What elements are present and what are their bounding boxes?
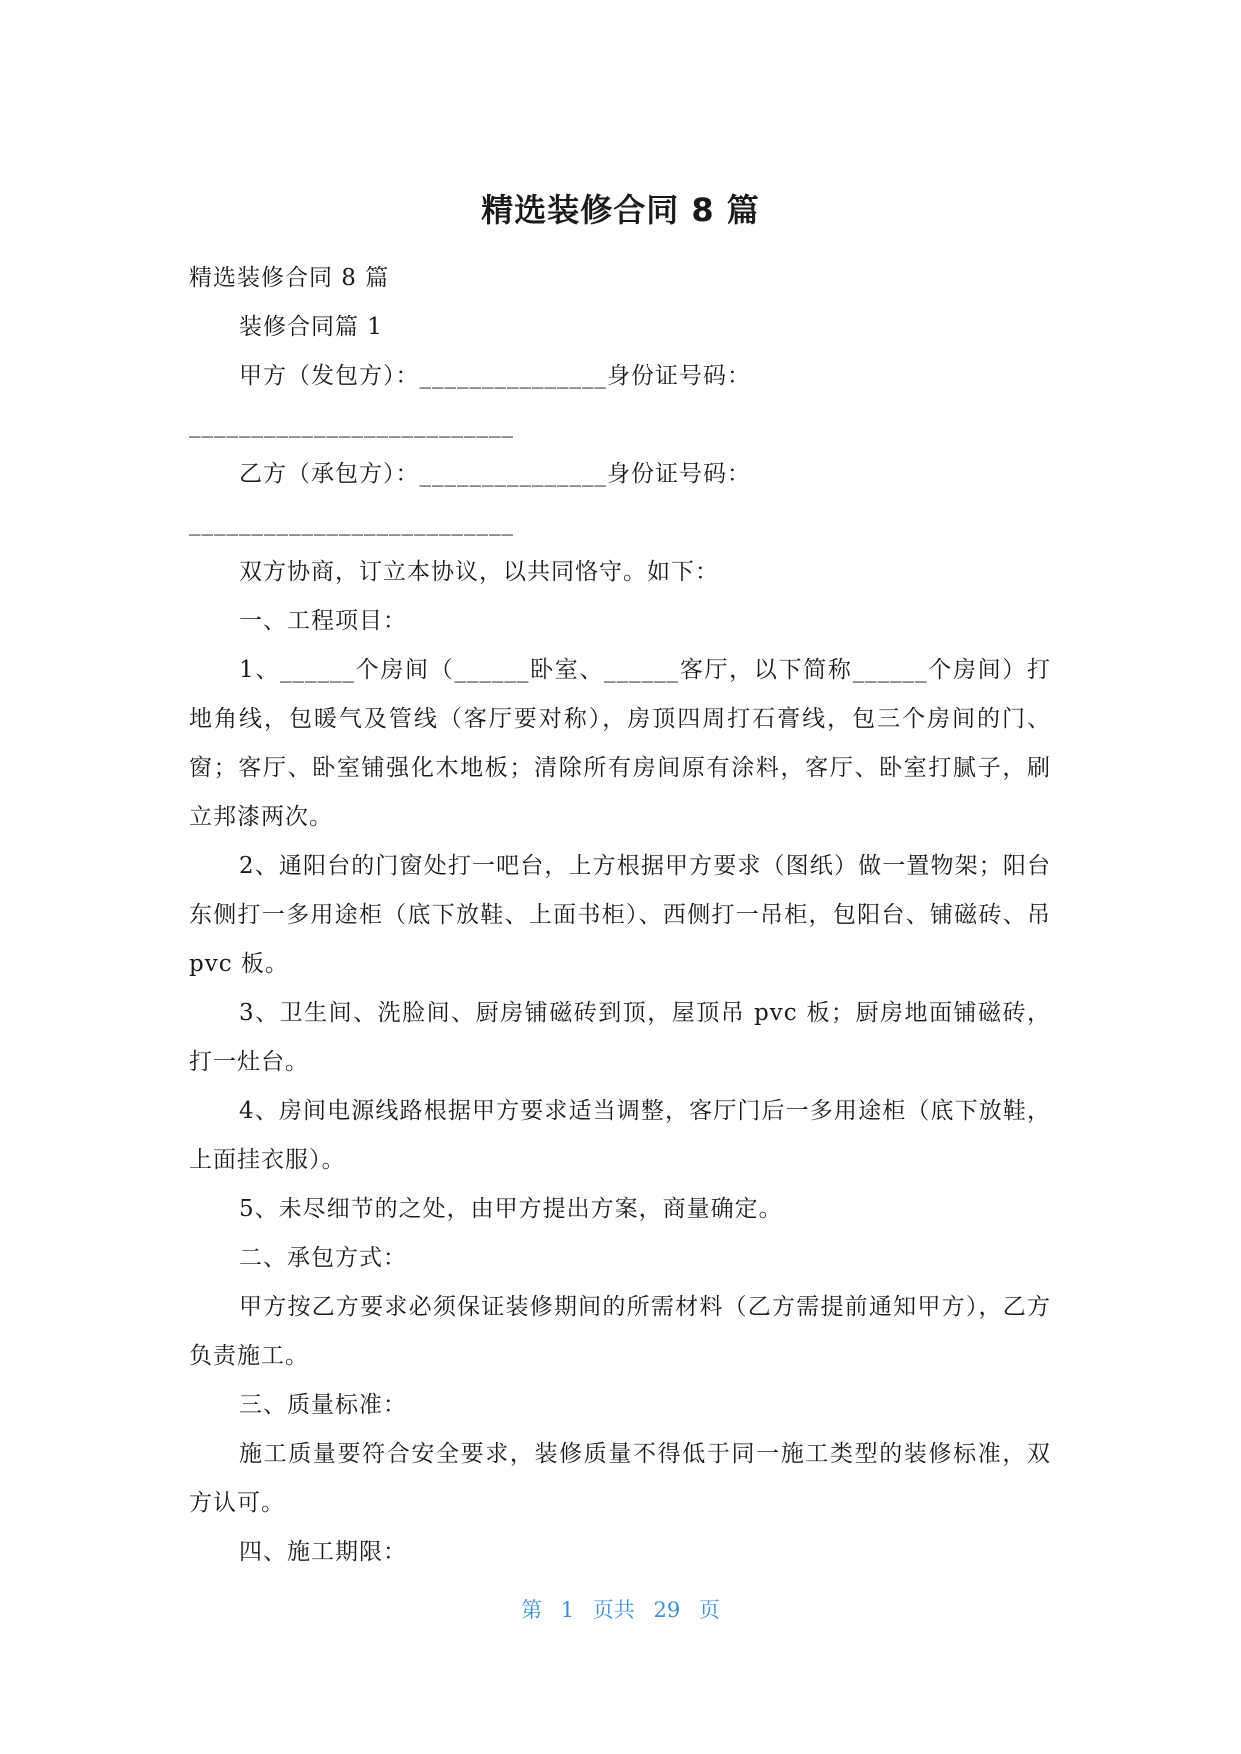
paragraph: 一、工程项目：	[239, 608, 407, 634]
paragraph: 四、施工期限：	[239, 1539, 407, 1565]
paragraph: 2、通阳台的门窗处打一吧台，上方根据甲方要求（图纸）做一置物架；阳台东侧打一多用途柜（底下放鞋、上面书柜）、西侧打一吊柜，包阳台、铺磁砖、吊 pvc 板。	[189, 853, 1051, 977]
paragraph: __________________________	[189, 510, 514, 536]
paragraph: 二、承包方式：	[239, 1245, 407, 1271]
paragraph: 1、______个房间（______卧室、______客厅，以下简称______个房间）打地角线，包暖气及管线（客厅要对称），房顶四周打石膏线，包三个房间的门、窗；客厅、卧室铺强化木地板；清除所有房间原有涂料，客厅、卧室打腻子，刷立邦漆两次。	[189, 657, 1051, 830]
paragraph: 精选装修合同 8 篇	[189, 265, 390, 291]
paragraph: 装修合同篇 1	[239, 314, 383, 340]
paragraph: __________________________	[189, 412, 514, 438]
document-body	[189, 254, 1051, 1577]
paragraph: 5、未尽细节的之处，由甲方提出方案，商量确定。	[239, 1196, 783, 1222]
paragraph: 甲方按乙方要求必须保证装修期间的所需材料（乙方需提前通知甲方），乙方负责施工。	[189, 1294, 1051, 1369]
paragraph: 乙方（承包方）：_______________身份证号码：	[239, 461, 751, 487]
paragraph: 双方协商，订立本协议，以共同恪守。如下：	[239, 559, 719, 585]
paragraph: 施工质量要符合安全要求，装修质量不得低于同一施工类型的装修标准，双方认可。	[189, 1441, 1051, 1516]
document-title: 精选装修合同 8 篇	[481, 191, 760, 229]
paragraph: 3、卫生间、洗脸间、厨房铺磁砖到顶，屋顶吊 pvc 板；厨房地面铺磁砖，打一灶台。	[189, 1000, 1051, 1075]
paragraph: 甲方（发包方）：_______________身份证号码：	[239, 363, 751, 389]
page-number-footer: 第 1 页共 29 页	[521, 1598, 720, 1622]
paragraph: 三、质量标准：	[239, 1392, 407, 1418]
paragraph: 4、房间电源线路根据甲方要求适当调整，客厅门后一多用途柜（底下放鞋，上面挂衣服）。	[189, 1098, 1051, 1173]
